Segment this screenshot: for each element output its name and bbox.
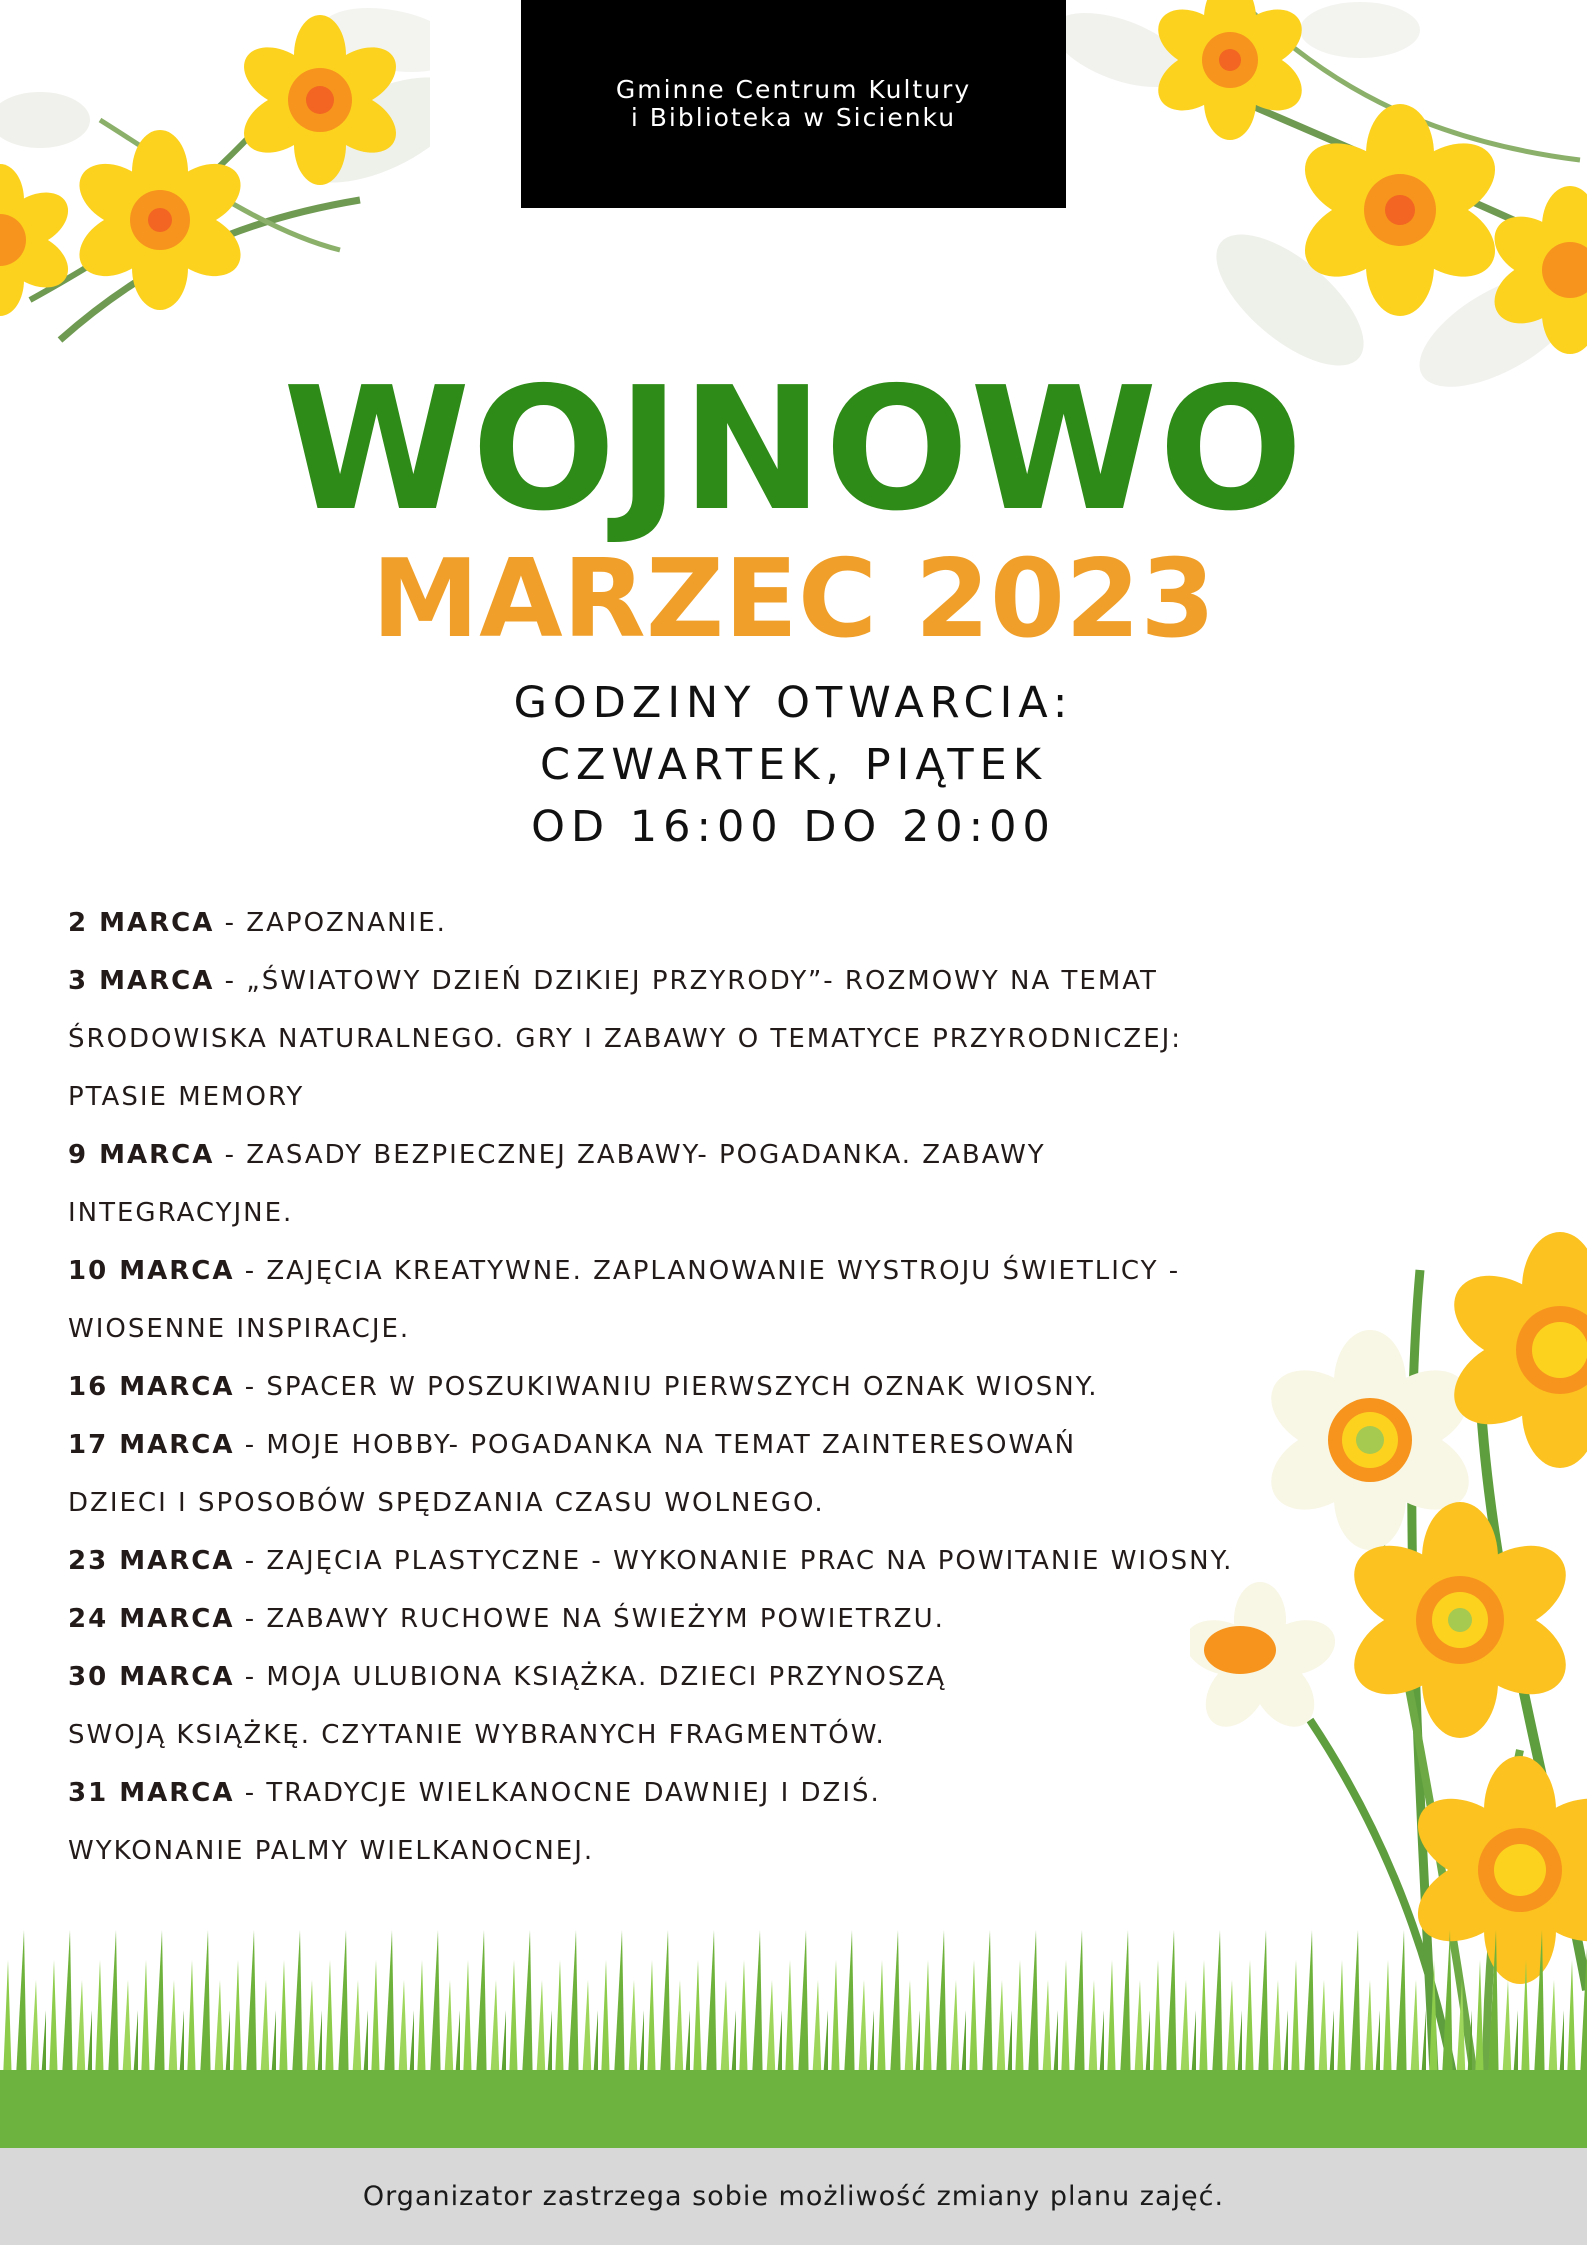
organizer-line-1: Gminne Centrum Kultury [615, 75, 972, 104]
footer-text: Organizator zastrzega sobie możliwość zmiany planu zajęć. [362, 2181, 1225, 2212]
daffodils-top-left-illustration [0, 0, 430, 370]
schedule-date: 10 MARCA [68, 1256, 235, 1286]
organizer-line-2: i Biblioteka w Sicienku [630, 103, 957, 132]
schedule-line [68, 894, 1378, 952]
schedule-text: - MOJE HOBBY- POGADANKA NA TEMAT ZAINTERESOWAŃ [234, 1430, 1077, 1460]
schedule-text: - ZASADY BEZPIECZNEJ ZABAWY- POGADANKA. ZABAWY [214, 1140, 1046, 1170]
schedule-text: - ZAPOZNANIE. [214, 908, 447, 938]
schedule-text: PTASIE MEMORY [68, 1082, 305, 1112]
schedule-text: - MOJA ULUBIONA KSIĄŻKA. DZIECI PRZYNOSZĄ [234, 1662, 946, 1692]
schedule-line [68, 1010, 1378, 1068]
schedule-line [68, 1068, 1378, 1126]
schedule-text: - „ŚWIATOWY DZIEŃ DZIKIEJ PRZYRODY”- ROZMOWY NA TEMAT [214, 966, 1158, 996]
schedule-line [68, 1416, 1378, 1474]
schedule-line [68, 1242, 1378, 1300]
opening-hours-days: CZWARTEK, PIĄTEK [539, 740, 1048, 790]
schedule-line [68, 1822, 1378, 1880]
schedule-text: WYKONANIE PALMY WIELKANOCNEJ. [68, 1836, 595, 1866]
opening-hours [0, 672, 1587, 858]
schedule-line [68, 1706, 1378, 1764]
schedule-date: 3 MARCA [68, 966, 215, 996]
schedule-date: 17 MARCA [68, 1430, 235, 1460]
schedule-text: SWOJĄ KSIĄŻKĘ. CZYTANIE WYBRANYCH FRAGMENTÓW. [68, 1720, 886, 1750]
schedule-text: DZIECI I SPOSOBÓW SPĘDZANIA CZASU WOLNEGO. [68, 1488, 825, 1518]
schedule-line [68, 1300, 1378, 1358]
schedule-line [68, 1474, 1378, 1532]
schedule-line [68, 1184, 1378, 1242]
schedule-line [68, 1358, 1378, 1416]
schedule-date: 30 MARCA [68, 1662, 235, 1692]
schedule-line [68, 1764, 1378, 1822]
schedule-line [68, 1590, 1378, 1648]
schedule-date: 23 MARCA [68, 1546, 235, 1576]
schedule-line [68, 1532, 1378, 1590]
schedule-line [68, 952, 1378, 1010]
poster-title: WOJNOWO [282, 351, 1305, 549]
schedule-line [68, 1126, 1378, 1184]
schedule-date: 2 MARCA [68, 908, 215, 938]
organizer-name-box [521, 0, 1066, 208]
schedule-text: - ZAJĘCIA PLASTYCZNE - WYKONANIE PRAC NA POWITANIE WIOSNY. [234, 1546, 1234, 1576]
schedule-line [68, 1648, 1378, 1706]
schedule-text: - TRADYCJE WIELKANOCNE DAWNIEJ I DZIŚ. [234, 1778, 881, 1808]
opening-hours-time: OD 16:00 DO 20:00 [531, 802, 1056, 852]
schedule-date: 16 MARCA [68, 1372, 235, 1402]
schedule-text: - ZAJĘCIA KREATYWNE. ZAPLANOWANIE WYSTROJU ŚWIETLICY - [234, 1256, 1181, 1286]
schedule-text: ŚRODOWISKA NATURALNEGO. GRY I ZABAWY O TEMATYCE PRZYRODNICZEJ: [68, 1024, 1183, 1054]
opening-hours-heading: GODZINY OTWARCIA: [513, 678, 1074, 728]
grass-illustration [0, 1920, 1587, 2150]
schedule-text: - ZABAWY RUCHOWE NA ŚWIEŻYM POWIETRZU. [234, 1604, 945, 1634]
footer-disclaimer [0, 2148, 1587, 2245]
schedule-date: 24 MARCA [68, 1604, 235, 1634]
poster-subtitle: MARZEC 2023 [371, 537, 1216, 662]
schedule-list [68, 894, 1378, 1880]
schedule-date: 31 MARCA [68, 1778, 235, 1808]
schedule-text: INTEGRACYJNE. [68, 1198, 294, 1228]
schedule-text: WIOSENNE INSPIRACJE. [68, 1314, 411, 1344]
schedule-text: - SPACER W POSZUKIWANIU PIERWSZYCH OZNAK WIOSNY. [234, 1372, 1099, 1402]
schedule-date: 9 MARCA [68, 1140, 215, 1170]
